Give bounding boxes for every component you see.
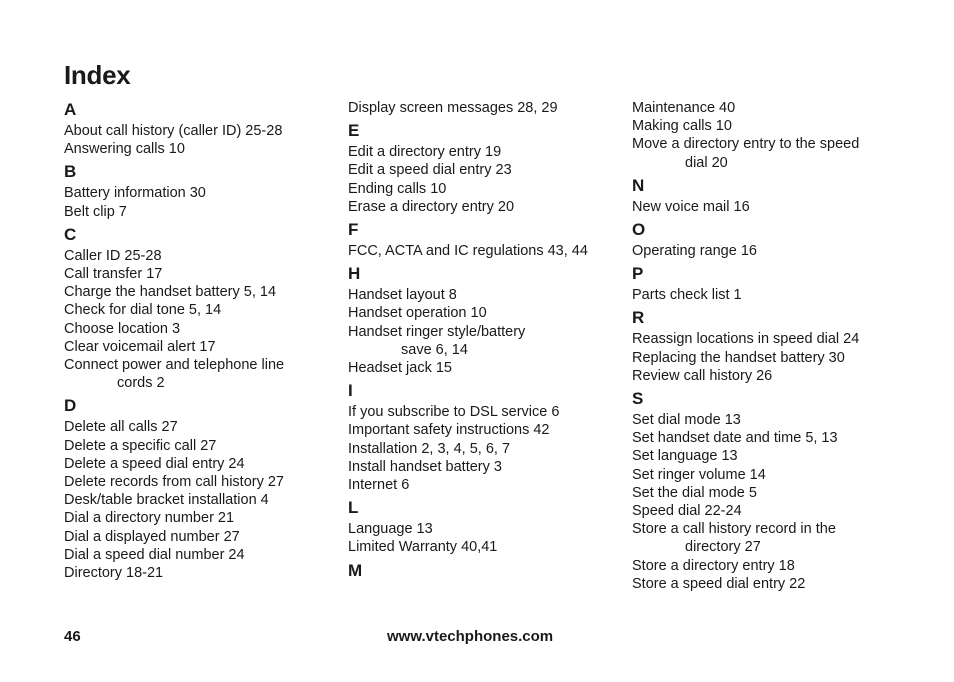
index-entry: Parts check list 1 — [632, 287, 742, 304]
index-entry: Maintenance 40 — [632, 100, 736, 116]
index-column-3 — [632, 98, 902, 593]
index-entry: Limited Warranty 40,41 — [348, 539, 498, 556]
index-entry: New voice mail 16 — [632, 198, 750, 215]
page-number: 46 — [64, 628, 81, 645]
index-entry-continuation: dial 20 — [685, 154, 728, 171]
index-column-1 — [64, 98, 344, 582]
index-section-letter: B — [64, 162, 77, 182]
index-entry: Display screen messages 28, 29 — [348, 100, 558, 116]
index-section-letter: M — [348, 560, 363, 580]
page-title: Index — [64, 60, 131, 90]
index-entry: Review call history 26 — [632, 367, 773, 384]
index-entry: Clear voicemail alert 17 — [64, 338, 216, 355]
index-section-letter: H — [348, 264, 361, 284]
index-entry: Installation 2, 3, 4, 5, 6, 7 — [348, 440, 511, 457]
index-entry: Dial a speed dial number 24 — [64, 546, 245, 563]
index-entry: Set dial mode 13 — [632, 412, 741, 429]
index-section-letter: L — [348, 498, 359, 518]
index-entry: Move a directory entry to the speed — [632, 136, 860, 153]
index-entry: Set the dial mode 5 — [632, 484, 757, 501]
index-entry: Store a directory entry 18 — [632, 557, 795, 574]
index-entry: Set handset date and time 5, 13 — [632, 430, 838, 447]
index-entry: Speed dial 22-24 — [632, 503, 742, 520]
index-entry: Directory 18-21 — [64, 565, 164, 582]
index-entry: Headset jack 15 — [348, 360, 452, 377]
index-column-2 — [348, 98, 628, 583]
index-entry: Edit a speed dial entry 23 — [348, 162, 512, 179]
index-entry-continuation: save 6, 14 — [401, 341, 468, 358]
index-entry: About call history (caller ID) 25-28 — [64, 123, 283, 139]
index-entry: Delete a specific call 27 — [64, 437, 217, 454]
index-entry: Internet 6 — [348, 477, 410, 494]
index-entry: Dial a directory number 21 — [64, 510, 235, 527]
index-section-letter: A — [64, 100, 77, 119]
index-entry: Choose location 3 — [64, 320, 181, 337]
index-section-letter: R — [632, 308, 645, 328]
index-entry: Answering calls 10 — [64, 141, 185, 158]
index-section-letter: D — [64, 396, 77, 416]
index-entry: Set language 13 — [632, 448, 738, 465]
index-entry: Delete all calls 27 — [64, 419, 178, 436]
index-section-letter: C — [64, 224, 77, 244]
index-entry: Belt clip 7 — [64, 203, 127, 220]
index-section-letter: I — [348, 381, 353, 401]
index-entry: Making calls 10 — [632, 118, 732, 135]
index-entry: Desk/table bracket installation 4 — [64, 492, 269, 509]
index-entry: Install handset battery 3 — [348, 458, 502, 475]
index-entry: Delete records from call history 27 — [64, 474, 284, 491]
index-section-letter: F — [348, 220, 359, 240]
index-entry: Set ringer volume 14 — [632, 466, 766, 483]
index-entry: Edit a directory entry 19 — [348, 144, 502, 161]
index-entry: Replacing the handset battery 30 — [632, 349, 845, 366]
index-entry-continuation: cords 2 — [117, 375, 165, 392]
index-entry: Important safety instructions 42 — [348, 422, 550, 439]
index-entry: Ending calls 10 — [348, 180, 447, 197]
index-entry: Check for dial tone 5, 14 — [64, 302, 222, 319]
index-entry: If you subscribe to DSL service 6 — [348, 404, 560, 421]
index-entry: Dial a displayed number 27 — [64, 528, 240, 545]
index-entry: Reassign locations in speed dial 24 — [632, 331, 860, 348]
index-entry: Connect power and telephone line — [64, 357, 285, 374]
index-entry: Call transfer 17 — [64, 266, 163, 283]
index-section-letter: P — [632, 264, 644, 284]
index-section-letter: S — [632, 389, 644, 409]
index-section-letter: N — [632, 175, 645, 195]
index-entry-continuation: directory 27 — [685, 539, 761, 556]
index-section-letter: O — [632, 220, 646, 240]
index-entry: Operating range 16 — [632, 243, 757, 260]
website-url: www.vtechphones.com — [387, 628, 554, 645]
index-entry: Store a speed dial entry 22 — [632, 575, 806, 592]
index-entry: Handset ringer style/battery — [348, 323, 526, 340]
index-entry: Store a call history record in the — [632, 521, 836, 538]
index-entry: Erase a directory entry 20 — [348, 198, 515, 215]
index-entry: Language 13 — [348, 521, 433, 538]
index-entry: Handset operation 10 — [348, 305, 487, 322]
index-entry: Battery information 30 — [64, 185, 206, 202]
index-entry: Charge the handset battery 5, 14 — [64, 284, 277, 301]
index-entry: Delete a speed dial entry 24 — [64, 455, 245, 472]
index-entry: FCC, ACTA and IC regulations 43, 44 — [348, 243, 588, 260]
index-section-letter: E — [348, 121, 360, 141]
index-entry: Handset layout 8 — [348, 287, 457, 304]
index-entry: Caller ID 25-28 — [64, 247, 162, 264]
